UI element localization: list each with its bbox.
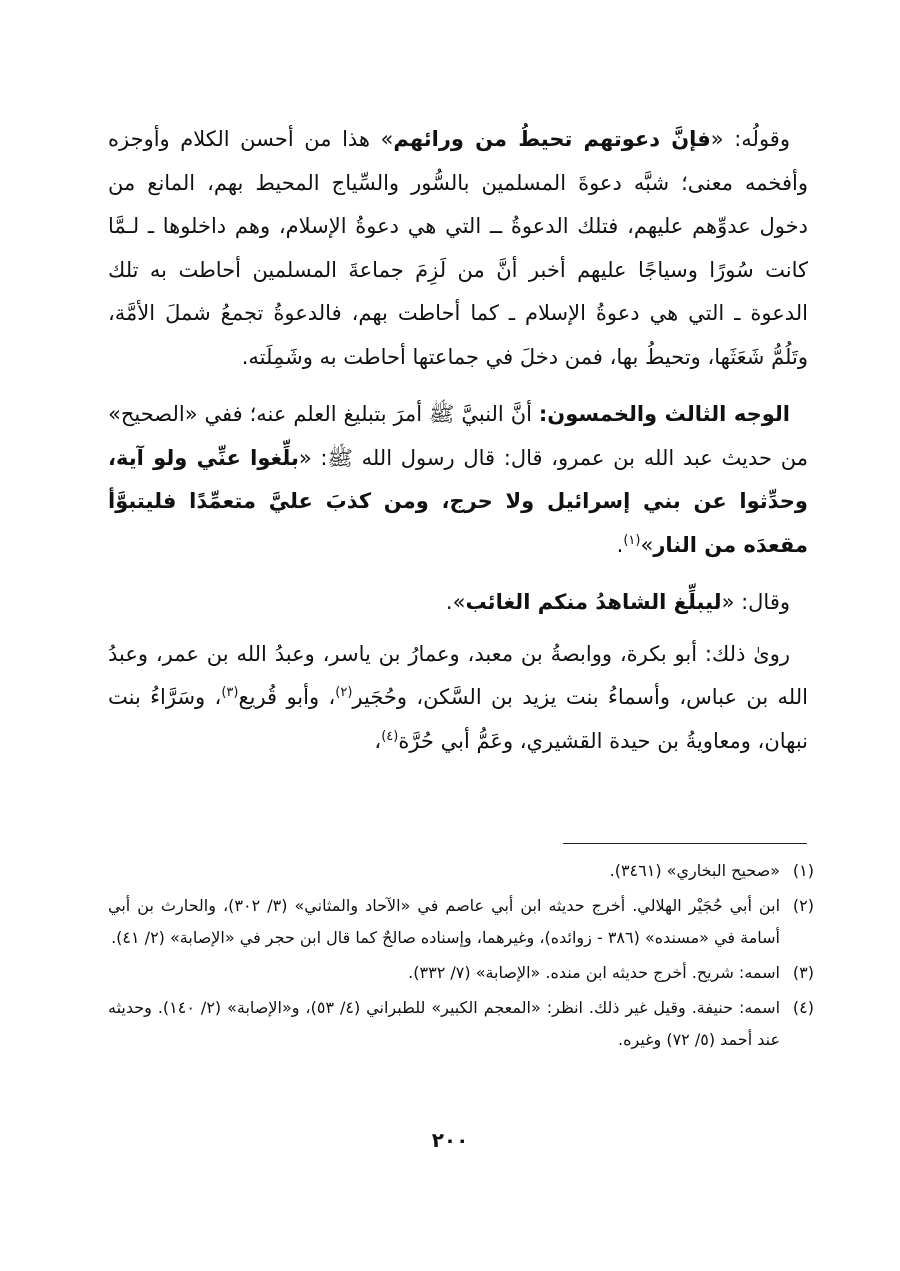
p2-quote: بلِّغوا عنِّي ولو آية، وحدِّثوا عن بني إسرائيل ولا حرج، ومن كذبَ عليَّ متعمِّدًا فليتبوَّأ مقعدَه من النار — [108, 445, 808, 557]
footnote-text: ابن أبي حُجَيْر الهلالي. أخرج حديثه ابن أبي عاصم في «الآحاد والمثاني» (٣/ ٣٠٢)، والحارث بن أبي أسامة في «مسنده» (٣٨٦ - زوائده)، وغيرهما، وإسناده صالحٌ كما قال ابن حجر في «الإصابة» (٢/ ٤١). — [108, 896, 781, 947]
p2-heading: الوجه الثالث والخمسون: — [538, 402, 790, 426]
p4-text-3: ، وسَرَّاءُ بنت نبهان، ومعاويةُ بن حيدة القشيري، وعَمُّ أبي حُرَّة — [108, 685, 808, 753]
footnote-ref-3[interactable]: (٣) — [221, 685, 239, 700]
footnote-3 — [108, 957, 814, 989]
p3-lead: وقال: « — [721, 590, 790, 614]
main-text — [108, 118, 808, 777]
footnote-4 — [108, 992, 814, 1056]
p4-text-2: ، وأبو قُريع — [238, 685, 336, 709]
paragraph-2 — [108, 393, 808, 567]
p4-text-4: ، — [374, 728, 382, 753]
footnote-2 — [108, 890, 814, 954]
footnote-text: اسمه: شريح. أخرج حديثه ابن منده. «الإصابة» (٧/ ٣٣٢). — [408, 963, 780, 982]
footnote-number: (٢) — [792, 896, 814, 915]
footnotes — [108, 855, 814, 1059]
footnote-1 — [108, 855, 814, 887]
footnote-divider — [563, 843, 807, 844]
p1-quote: فإنَّ دعوتهم تحيطُ من ورائهم — [393, 127, 711, 151]
footnote-ref-4[interactable]: (٤) — [381, 728, 399, 744]
p3-end: ». — [445, 590, 466, 614]
paragraph-4 — [108, 633, 808, 764]
footnote-text: اسمه: حنيفة. وقيل غير ذلك. انظر: «المعجم الكبير» للطبراني (٤/ ٥٣)، و«الإصابة» (٢/ ١٤٠). وحديثه عند أحمد (٥/ ٧٢) وغيره. — [108, 998, 781, 1049]
p1-rest: » هذا من أحسن الكلام وأوجزه وأفخمه معنى؛ شبَّه دعوةَ المسلمين بالسُّور والسِّياج المحيط بهم، المانع من دخول عدوِّهم عليهم، فتلك الدعوةُ ــ التي هي دعوةُ الإسلام، وهم داخلوها ـ لـمَّا كانت سُورًا وسياجًا عليهم أخبر أنَّ من لَزِمَ جماعةَ المسلمين أحاطت به تلك الدعوة ـ التي هي دعوةُ الإسلام ـ كما أحاطت بهم، فالدعوةُ تجمعُ شملَ الأمَّة، وتَلُمُّ شَعَثَها، وتحيطُ بها، فمن دخلَ في جماعتها أحاطت به وشَمِلَته. — [108, 127, 808, 369]
footnote-text: «صحيح البخاري» (٣٤٦١). — [609, 861, 780, 880]
footnote-number: (١) — [792, 861, 814, 880]
page-number: ٢٠٠ — [431, 1128, 469, 1152]
paragraph-3 — [108, 581, 808, 625]
footnote-number: (٤) — [792, 998, 814, 1017]
p2-text: أنَّ النبيَّ ﷺ أمرَ بتبليغ العلم عنه؛ ففي «الصحيح» من حديث عبد الله بن عمرو، قال: قال رسول الله ﷺ: « — [108, 402, 808, 470]
p2-end: . — [616, 532, 624, 557]
footnote-ref-2[interactable]: (٢) — [335, 685, 353, 700]
p4-text-1: روىٰ ذلك: أبو بكرة، ووابصةُ بن معبد، وعمارُ بن ياسر، وعبدُ الله بن عمر، وعبدُ الله بن عباس، وأسماءُ بنت يزيد بن السَّكن، وحُجَير — [108, 641, 808, 709]
p1-lead: وقولُه: « — [710, 127, 790, 151]
paragraph-1 — [108, 118, 808, 379]
p3-quote: ليبلِّغ الشاهدُ منكم الغائب — [465, 590, 722, 614]
footnote-number: (٣) — [792, 963, 814, 982]
p2-close-quote: » — [640, 532, 654, 557]
footnote-ref-1[interactable]: (١) — [623, 532, 641, 548]
